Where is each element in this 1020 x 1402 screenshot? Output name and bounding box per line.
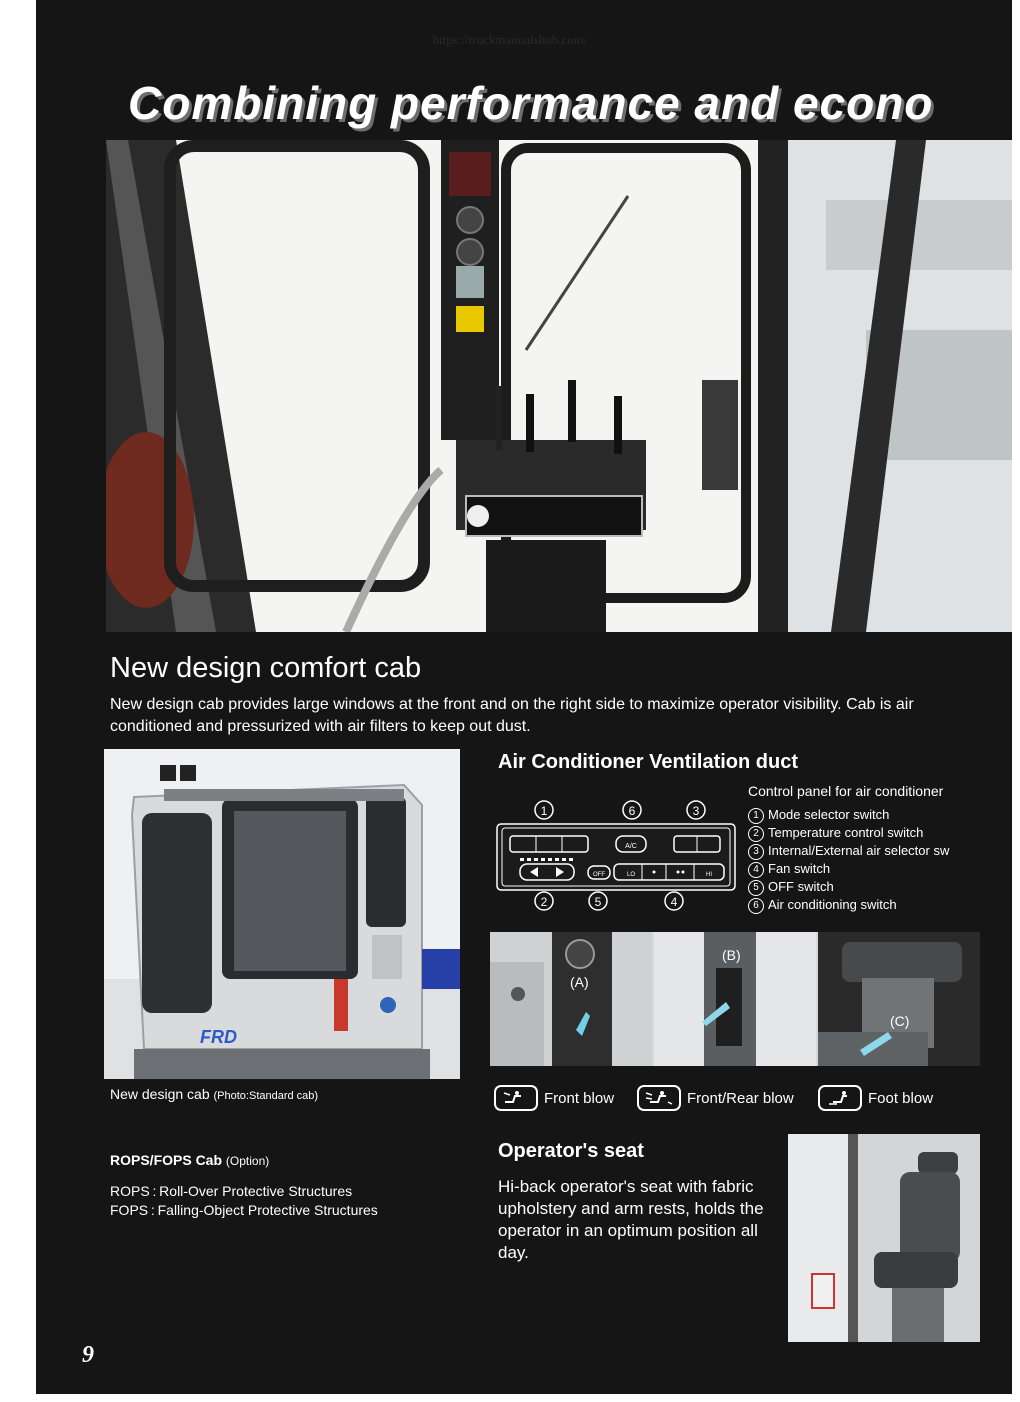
ventilation-duct-photos <box>490 932 980 1066</box>
marker-3: 3 <box>692 804 700 818</box>
page-number: 9 <box>82 1342 94 1368</box>
off-button-label: OFF <box>593 872 605 878</box>
source-url: https://truckmanualshub.com/ <box>432 32 588 47</box>
legend-label: Front/Rear blow <box>687 1089 794 1107</box>
caption-main: New design cab <box>110 1086 210 1102</box>
rops-title-text: ROPS/FOPS Cab <box>110 1152 223 1168</box>
vent-label-a: (A) <box>570 974 589 990</box>
marker-6: 6 <box>628 804 636 818</box>
ac-panel-title: Control panel for air conditioner <box>748 783 944 799</box>
lo-button-label: LO <box>626 872 636 878</box>
marker-4: 4 <box>670 895 678 909</box>
rops-line: ROPS : Roll-Over Protective Structures <box>110 1183 353 1199</box>
page-headline: Combining performance and econo <box>128 77 934 129</box>
foot-blow-icon <box>818 1085 862 1111</box>
ac-item: 5 OFF switch <box>748 878 949 896</box>
ac-button-label: A/C <box>625 843 637 850</box>
ac-panel-list <box>748 806 949 914</box>
legend-label: Foot blow <box>868 1089 934 1107</box>
seat-description: Hi-back operator's seat with fabric upholstery and arm rests, holds the operator in an optimum position all day. <box>498 1177 764 1262</box>
ac-item: 1 Mode selector switch <box>748 806 949 824</box>
rops-title-note: (Option) <box>225 1154 270 1168</box>
front-blow-icon <box>494 1085 538 1111</box>
ac-section-title: Air Conditioner Ventilation duct <box>498 751 798 773</box>
ac-item: 3 Internal/External air selector sw <box>748 842 949 860</box>
hi-button-label: HI <box>706 872 712 878</box>
marker-5: 5 <box>594 895 602 909</box>
vent-label-c: (C) <box>890 1013 910 1029</box>
legend-front-blow <box>494 1083 614 1113</box>
ac-control-panel-diagram <box>494 796 740 914</box>
cab-logo-text: FRD <box>200 1027 237 1047</box>
operator-seat-photo <box>788 1134 980 1342</box>
ac-item: 4 Fan switch <box>748 860 949 878</box>
marker-2: 2 <box>540 895 548 909</box>
ac-item: 2 Temperature control switch <box>748 824 949 842</box>
front-rear-blow-icon <box>637 1085 681 1111</box>
vent-label-b: (B) <box>722 947 741 963</box>
rops-title <box>110 1152 269 1168</box>
brochure-page <box>36 0 1012 1394</box>
ac-item: 6 Air conditioning switch <box>748 896 949 914</box>
caption-note: (Photo:Standard cab) <box>213 1090 319 1102</box>
cab-exterior-photo <box>104 749 460 1079</box>
cab-interior-photo <box>106 140 1012 632</box>
legend-front-rear-blow <box>637 1083 794 1113</box>
rops-list <box>110 1182 378 1220</box>
legend-foot-blow <box>818 1083 933 1113</box>
marker-1: 1 <box>540 804 548 818</box>
legend-label: Front blow <box>544 1089 615 1107</box>
cab-photo-caption <box>110 1086 318 1102</box>
cab-section-title: New design comfort cab <box>110 652 422 684</box>
seat-section-title: Operator's seat <box>498 1140 644 1162</box>
fops-line: FOPS : Falling-Object Protective Structures <box>110 1202 378 1218</box>
cab-description: New design cab provides large windows at the front and on the right side to maximize operator visibility. Cab is air conditioned and pressurized with air filters to keep out dust. <box>110 696 914 735</box>
